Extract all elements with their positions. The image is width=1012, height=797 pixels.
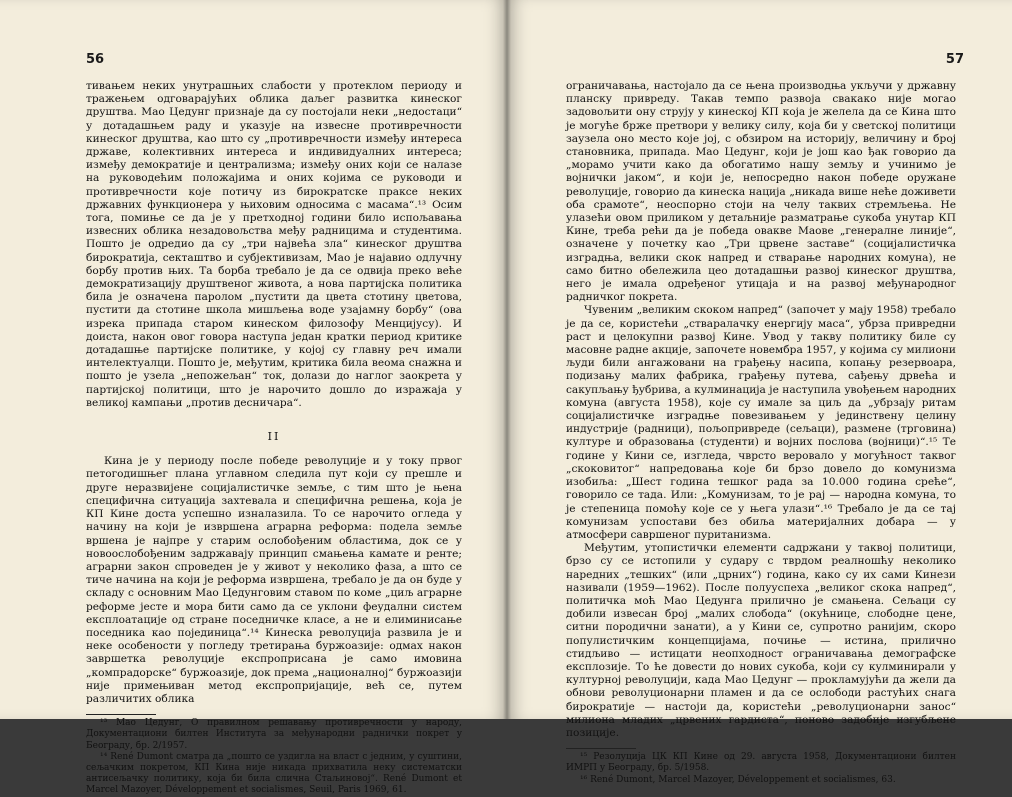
footnotes: [86, 718, 462, 796]
footnote-rule: [566, 748, 636, 749]
right-page: [507, 0, 1012, 785]
book-gutter: [503, 0, 511, 719]
footnotes: [566, 752, 956, 786]
page-number: 57: [945, 52, 964, 67]
paragraph: Међутим, утопистички елементи садржани у таквој политици, брзо су се истопили у судару с тврдом реалношћу неколико наредних „тешких“ (или „црних“) година, како су их сами Кинези називали (1959—1962). После полууспеха „великог скока напред“, политичка моћ Мао Цедунга прилично је смањена. Сељаци су добили извесан број „малих слобода“ (окућнице, слободне цене, ситни породични занати), а у Кини се, супротно ранијим, скоро популистичким концепцијама, почиње — истина, прилично стидљиво — истицати неопходност ограничавања демографске експлозије. То ће довести до нових сукоба, који су кулминирали у културној револуцији, када Мао Цедунг — прокламујући да жели да обнови револуционарни пламен и да се ослободи растућих снага бирократије — настоји да, користећи „револуционарни занос“ милиона младих „црвених гардиста“, поново задобије изгубљене позиције.: [566, 542, 956, 739]
page-number: 56: [86, 52, 105, 67]
paragraph: Чувеним „великим скоком напред“ (започет у мају 1958) требало је да се, користећи „стваралачку енергију маса“, убрза привредни раст и целокупни развој Кине. Увод у такву политику биле су масовне радне акције, започете новембра 1957, у којима су милиони људи били ангажовани на грађењу насипа, копању резервоара, подизању малих фабрика, грађењу путева, сађењу дрвећа и сакупљању ђубрива, а кулминација је наступила увођењем народних комуна (августа 1958), које су имале за циљ да „убрзају ритам социјалистичке изградње повезивањем у јединствену целину индустрије (радници), пољопривреде (сељаци), размене (трговина) културе и образовања (студенти) и војних послова (војници)“.¹⁵ Те године у Кини се, изгледа, чврсто веровало у могућност таквог „скоковитог“ напредовања које би брзо довело до комунизма изобиља: „Шест година тешког рада за 10.000 година среће“, говорило се тада. Или: „Комунизам, то је рај — народна комуна, то је степеница помоћу које се у њега улази“.¹⁶ Требало је да се тај комунизам успостави без обиља материјалних добара — у атмосфери савршеног пуританизма.: [566, 304, 956, 541]
footnote: ¹⁵ Резолуција ЦК КП Кине од 29. августа 1958, Документациони билтен ИМРП у Београду, бр. 5/1958.: [566, 752, 956, 774]
paragraph: тивањем неких унутрашњих слабости у протеклом периоду и тражењем одговарајућих облика даљег развитка кинеског друштва. Мао Цедунг признаје да су постојали неки „недостаци“ у дотадашњем раду и указује на извесне противречности кинеског друштва, као што су „противречности између интереса државе, колективних интереса и индивидуалних интереса; између демократије и централизма; између оних који се налазе на руководећим положајима и оних којима се руководи и противречности које потичу из бирократске праксе неких државних функционера у њиховим односима с масама“.¹³ Осим тога, помиње се да је у претходној години било испољавања извесних облика незадовољства међу радницима и студентима. Пошто је одредио да су „три највећа зла“ кинеског друштва бирократија, секташтво и субјективизам, Мао је најавио одлучну борбу против њих. Та борба требало је да се одвија преко веће демократизацију друштвеног живота, а нова партијска политика била је означена паролом „пустити да цвета стотину цветова, пустити да стотине школа мишљења воде узајамну борбу“ (ова изрека припада старом кинеском филозофу Менцијусу). И доиста, након овог говора наступа један кратки период критике дотадашње партијске политике, у којој су главну реч имали интелектуалци. Пошто је, међутим, критика била веома снажна и пошто је узела „непожељан“ ток, долази до наглог заокрета у партијској политици, што је нарочито дошло до изражаја у великој кампањи „против десничара“.: [86, 80, 462, 409]
paragraph: Кина је у периоду после победе револуције и у току првог петогодишњег плана углавном следила пут који су прешле и друге неразвијене социјалистичке земље, с тим што је њена специфична ситуација захтевала и специфична решења, која је КП Кине доста успешно изналазила. То се нарочито огледа у начину на који је извршена аграрна реформа: подела земље вршена је најпре у старим ослобођеним областима, док се у новоослобођеним задржавају принцип смањења камате и ренте; аграрни закон спроведен је у живот у неколико фаза, а што се тиче начина на који је реформа извршена, требало је да он буде у складу с основним Мао Цедунговим ставом по коме „циљ аграрне реформе јесте и мора бити само да се уклони феудални систем експлоатације од стране поседничке класе, а не и елиминисање поседника као појединица“.¹⁴ Кинеска револуција развила је и неке особености у погледу третирања буржоазије: одмах након завршетка револуције експроприсана је само имовина „компрадорске“ буржоазије, док према „националној“ буржоазији није примењиван метод експропријације, већ се, путем различитих облика: [86, 455, 462, 705]
footnote: ¹³ Мао Цедунг, О правилном решавању противречности у народу, Документациони билтен Института за међународни раднички покрет у Београду, бр. 2/1957.: [86, 718, 462, 751]
footnote: ¹⁴ René Dumont сматра да „пошто се уздигла на власт с једним, у суштини, сељачким покретом, КП Кина није никада прихватила неку систематски антисељачку политику, која би била слична Стаљиновој“. René Dumont et Marcel Mazoyer, Développement et socialismes, Seuil, Paris 1969, 61.: [86, 751, 462, 796]
page-body: [86, 80, 462, 797]
footnote: ¹⁶ René Dumont, Marcel Mazoyer, Développement et socialismes, 63.: [580, 774, 896, 785]
footnote-rule: [86, 714, 156, 715]
section-heading: II: [267, 430, 281, 444]
page-body: [566, 80, 956, 786]
paragraph: ограничавања, настојало да се њена производња укључи у државну планску привреду. Такав темпо развоја свакако није могао задовољити ону струју у кинеској КП која је желела да се Кина што је могуће брже претвори у велику силу, која би у светској политици заузела оно место које јој, с обзиром на историју, величину и број становника, припада. Мао Цедунг, који је још као ђак говорио да „морамо учити како да обогатимо нашу земљу и учинимо је војнички јаком“, и који је, непосредно након победе оружане револуције, говорио да кинеска нација „никада више неће доживети оба срамоте“, неоспорно стоји на челу таквих стремљења. Не улазећи овом приликом у детаљније разматрање сукоба унутар КП Кине, треба рећи да је победа овакве Маове „генералне линије“, означене у почетку као „Три црвене заставе“ (социјалистичка изградња, велики скок напред и стварање народних комуна), не само битно обележила цео дотадашњи развој кинеског друштва, него је имала одређеног утицаја и на развој међународног радничког покрета.: [566, 80, 956, 304]
